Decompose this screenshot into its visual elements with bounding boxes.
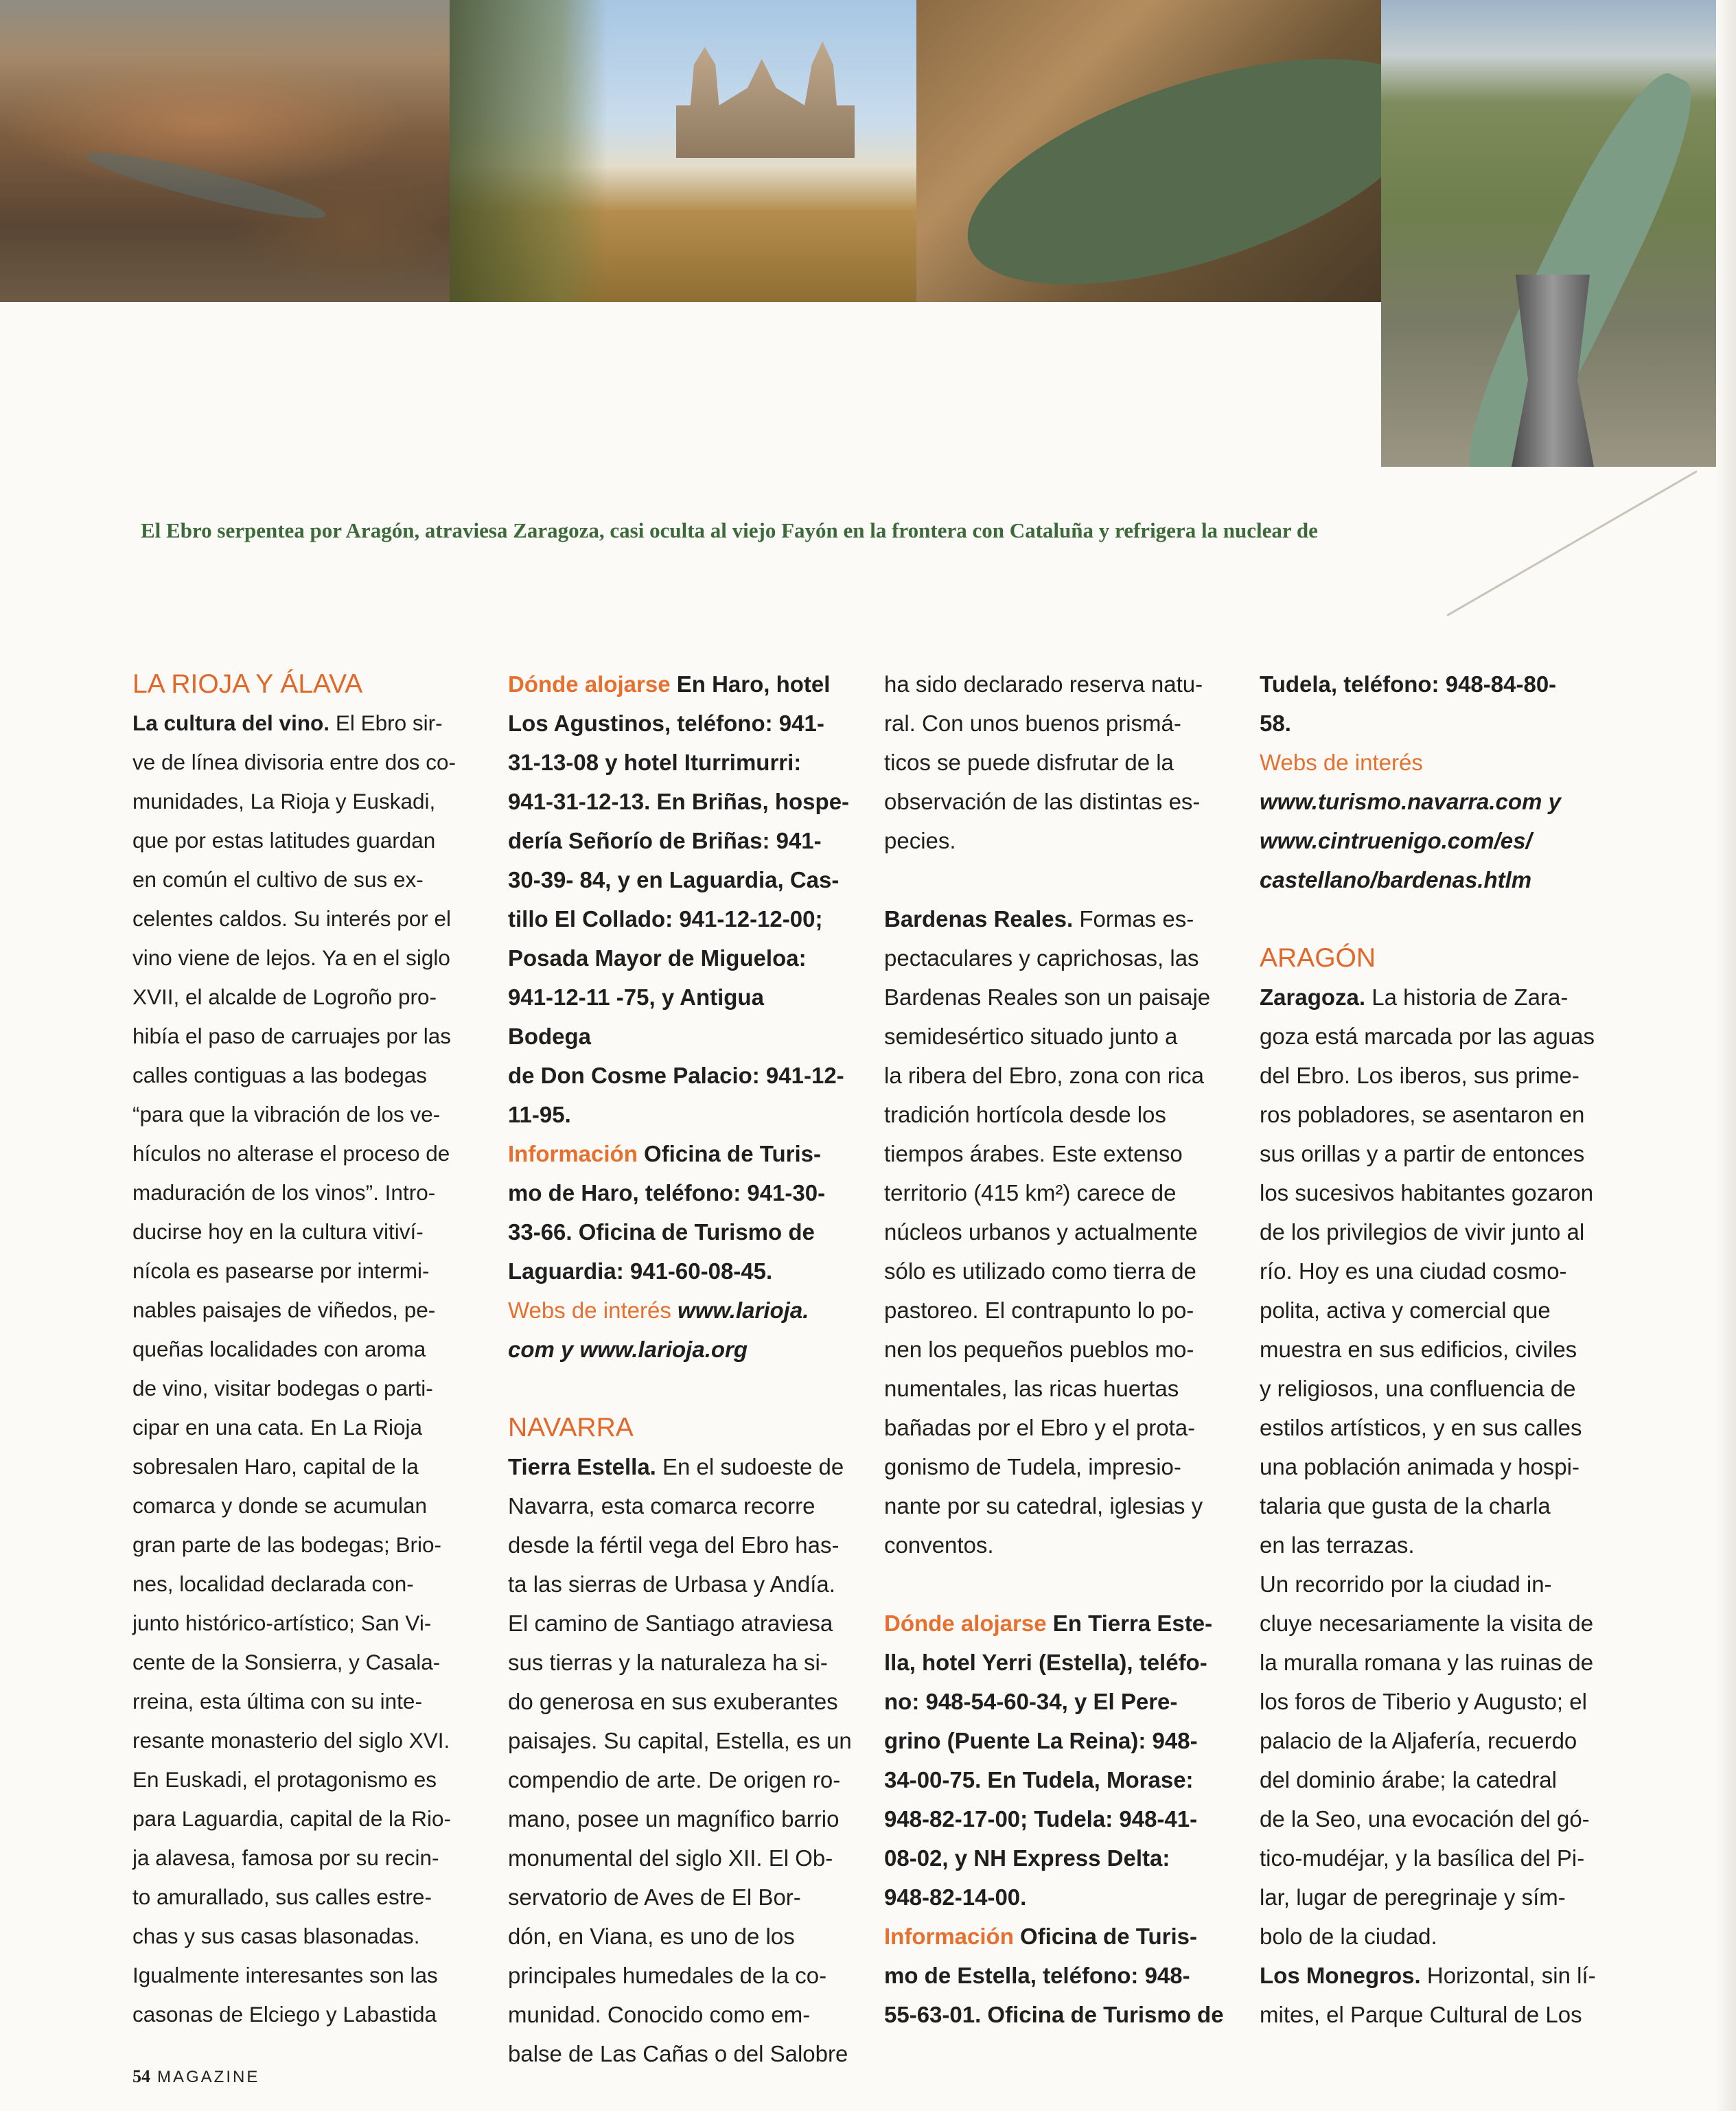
- rioja-information: Información Oficina de Turis- mo de Haro, teléfono: 941-30- 33-66. Oficina de Turismo de Laguardia: 941-60-08-45.: [508, 1134, 853, 1291]
- reserve-paragraph: [884, 665, 1229, 860]
- text-line: gonismo de Tudela, impresio-: [884, 1454, 1181, 1479]
- text-line: Laguardia: 941-60-08-45.: [508, 1258, 773, 1284]
- text-line: sus tierras y la naturaleza ha si-: [508, 1650, 828, 1675]
- text-line: la ribera del Ebro, zona con rica: [884, 1063, 1204, 1088]
- text-line: maduración de los vinos”. Intro-: [132, 1180, 436, 1205]
- text-line: gran parte de las bodegas; Brio-: [132, 1532, 442, 1557]
- text-line: ve de línea divisoria entre dos co-: [132, 750, 456, 774]
- zaragoza-body: [1260, 978, 1603, 2034]
- text-line: mites, el Parque Cultural de Los: [1260, 2002, 1582, 2027]
- run-in-title: Los Monegros.: [1260, 1963, 1421, 1988]
- photo-caption: El Ebro serpentea por Aragón, atraviesa Zaragoza, casi oculta al viejo Fayón en la frontera con Cataluña y refrigera la nuclear de: [141, 518, 1318, 542]
- photo-zaragoza-basilica-pilar: [450, 0, 916, 302]
- text-line: 58.: [1260, 711, 1291, 736]
- lodging-label: Dónde alojarse: [884, 1611, 1047, 1636]
- information-label: Información: [884, 1924, 1014, 1949]
- text-line: servatorio de Aves de El Bor-: [508, 1884, 801, 1910]
- text-line: mo de Estella, teléfono: 948-: [884, 1963, 1190, 1988]
- text-line: Navarra, esta comarca recorre: [508, 1493, 815, 1519]
- section-heading-la-rioja: LA RIOJA Y ÁLAVA: [132, 669, 363, 699]
- text-line: la muralla romana y las ruinas de: [1260, 1650, 1594, 1675]
- text-line: La cultura del vino. El Ebro sir-: [132, 711, 443, 735]
- text-line: polita, activa y comercial que: [1260, 1297, 1551, 1323]
- text-line: goza está marcada por las aguas: [1260, 1024, 1595, 1049]
- text-line: ha sido declarado reserva natu-: [884, 671, 1203, 697]
- text-line: principales humedales de la co-: [508, 1963, 827, 1988]
- text-line: desde la fértil vega del Ebro has-: [508, 1532, 840, 1558]
- text-line: sus orillas y a partir de entonces: [1260, 1141, 1585, 1166]
- text-line: cente de la Sonsierra, y Casala-: [132, 1650, 441, 1674]
- text-line: Bardenas Reales son un paisaje: [884, 984, 1211, 1010]
- text-line: tico-mudéjar, y la basílica del Pi-: [1260, 1845, 1585, 1871]
- text-line: grino (Puente La Reina): 948-: [884, 1728, 1198, 1753]
- text-line: Un recorrido por la ciudad in-: [1260, 1571, 1552, 1597]
- scan-edge: [1716, 0, 1736, 2111]
- text-line: El camino de Santiago atraviesa: [508, 1611, 833, 1636]
- text-line: monumental del siglo XII. El Ob-: [508, 1845, 833, 1871]
- bardenas-reales-body: [884, 899, 1229, 1565]
- text-line: sobresalen Haro, capital de la: [132, 1454, 419, 1479]
- text-line: de vino, visitar bodegas o parti-: [132, 1376, 433, 1400]
- text-line: ja alavesa, famosa por su recin-: [132, 1845, 439, 1870]
- text-line: compendio de arte. De origen ro-: [508, 1767, 841, 1792]
- text-line: ral. Con unos buenos prismá-: [884, 711, 1181, 736]
- column-rioja-info-navarra: [508, 665, 853, 2073]
- text-line: ducirse hoy en la cultura vitiví-: [132, 1219, 424, 1244]
- text-line: En Euskadi, el protagonismo es: [132, 1767, 437, 1792]
- text-line: nables paisajes de viñedos, pe-: [132, 1297, 436, 1322]
- text-line: una población animada y hospi-: [1260, 1454, 1579, 1479]
- text-line: núcleos urbanos y actualmente: [884, 1219, 1198, 1245]
- run-in-title: Bardenas Reales.: [884, 906, 1074, 932]
- text-line: 11-95.: [508, 1102, 571, 1127]
- text-line: tiempos árabes. Este extenso: [884, 1141, 1183, 1166]
- photo-badlands-landscape: [0, 0, 450, 302]
- text-line: celentes caldos. Su interés por el: [132, 906, 452, 931]
- text-line: talaria que gusta de la charla: [1260, 1493, 1551, 1519]
- paper-fold-line: [1446, 470, 1697, 616]
- page-footer: [132, 2066, 259, 2087]
- text-line: en las terrazas.: [1260, 1532, 1415, 1558]
- text-line: del dominio árabe; la catedral: [1260, 1767, 1557, 1792]
- text-line: 33-66. Oficina de Turismo de: [508, 1219, 815, 1245]
- text-line: dón, en Viana, es uno de los: [508, 1924, 795, 1949]
- text-line: palacio de la Aljafería, recuerdo: [1260, 1728, 1577, 1753]
- text-line: nes, localidad declarada con-: [132, 1571, 414, 1596]
- text-line: 948-82-14-00.: [884, 1884, 1027, 1910]
- run-in-title: Tierra Estella.: [508, 1454, 656, 1479]
- text-line: en común el cultivo de sus ex-: [132, 867, 424, 892]
- text-line: paisajes. Su capital, Estella, es un: [508, 1728, 852, 1753]
- text-line: junto histórico-artístico; San Vi-: [132, 1611, 432, 1635]
- text-line: nante por su catedral, iglesias y: [884, 1493, 1203, 1519]
- text-line: semidesértico situado junto a: [884, 1024, 1178, 1049]
- text-line: estilos artísticos, y en sus calles: [1260, 1415, 1582, 1440]
- text-line: ros pobladores, se asentaron en: [1260, 1102, 1585, 1127]
- text-line: castellano/bardenas.htlm: [1260, 867, 1532, 892]
- text-line: de la Seo, una evocación del gó-: [1260, 1806, 1590, 1832]
- text-line: www.cintruenigo.com/es/: [1260, 828, 1532, 853]
- navarra-lodging: Dónde alojarse En Tierra Este- lla, hotel Yerri (Estella), teléfo- no: 948-54-60-34, y El Pere- grino (Puente La Reina): 948- 34-00-75. En Tudela, Morase: 948-82-17-00; Tudela: 948-41- 08-02, y NH Express Delta: 948-82-14-00.: [884, 1604, 1229, 1917]
- text-line: ta las sierras de Urbasa y Andía.: [508, 1571, 835, 1597]
- text-line: Los Monegros. Horizontal, sin lí-: [1260, 1963, 1596, 1988]
- text-line: 941-12-11 -75, y Antigua Bodega: [508, 984, 764, 1049]
- text-line: mo de Haro, teléfono: 941-30-: [508, 1180, 826, 1206]
- text-line: casonas de Elciego y Labastida: [132, 2002, 437, 2027]
- rioja-lodging: Dónde alojarse En Haro, hotel Los Agustinos, teléfono: 941- 31-13-08 y hotel Iturrimurri: 941-31-12-13. En Briñas, hospe- dería Señorío de Briñas: 941- 30-39- 84, y en Laguardia, Cas- tillo El Collado: 941-12-12-00; Posada Mayor de Migueloa: 941-12-11 -75, y Antigua Bodega de Don Cosme Palacio: 941-12- 11-95.: [508, 665, 853, 1134]
- websites-label: Webs de interés: [1260, 750, 1423, 775]
- rioja-websites: Webs de interés www.larioja. com y www.larioja.org: [508, 1297, 809, 1362]
- text-line: pastoreo. El contrapunto lo po-: [884, 1297, 1194, 1323]
- text-line: los foros de Tiberio y Augusto; el: [1260, 1689, 1587, 1714]
- websites-label: Webs de interés: [508, 1297, 671, 1323]
- text-line: sólo es utilizado como tierra de: [884, 1258, 1196, 1284]
- section-heading-navarra: NAVARRA: [508, 1413, 634, 1442]
- text-line: dería Señorío de Briñas: 941-: [508, 828, 822, 853]
- text-line: chas y sus casas blasonadas.: [132, 1924, 420, 1948]
- text-line: no: 948-54-60-34, y El Pere-: [884, 1689, 1178, 1714]
- lodging-label: Dónde alojarse: [508, 671, 671, 697]
- page-number: 54: [132, 2066, 150, 2086]
- text-line: numentales, las ricas huertas: [884, 1376, 1179, 1401]
- text-line: Posada Mayor de Migueloa:: [508, 945, 807, 971]
- text-line: lla, hotel Yerri (Estella), teléfo-: [884, 1650, 1207, 1675]
- text-line: to amurallado, sus calles estre-: [132, 1884, 432, 1909]
- text-line: Bardenas Reales. Formas es-: [884, 906, 1194, 932]
- text-line: Tudela, teléfono: 948-84-80-: [1260, 671, 1557, 697]
- text-line: pecies.: [884, 828, 956, 853]
- photo-nuclear-plant-river: [1381, 0, 1728, 467]
- navarra-websites: [1260, 782, 1603, 899]
- text-line: munidad. Conocido como em-: [508, 2002, 811, 2027]
- column-la-rioja: [132, 665, 476, 2034]
- text-line: do generosa en sus exuberantes: [508, 1689, 838, 1714]
- run-in-title: Zaragoza.: [1260, 984, 1366, 1010]
- text-line: 08-02, y NH Express Delta:: [884, 1845, 1170, 1871]
- text-line: munidades, La Rioja y Euskadi,: [132, 789, 436, 814]
- text-line: Zaragoza. La historia de Zara-: [1260, 984, 1569, 1010]
- text-line: conventos.: [884, 1532, 994, 1558]
- text-line: 55-63-01. Oficina de Turismo de: [884, 2002, 1224, 2027]
- text-line: lar, lugar de peregrinaje y sím-: [1260, 1884, 1566, 1910]
- text-line: queñas localidades con aroma: [132, 1337, 426, 1361]
- text-line: muestra en sus edificios, civiles: [1260, 1337, 1577, 1362]
- column-navarra-continued: [884, 665, 1229, 2034]
- text-line: de Don Cosme Palacio: 941-12-: [508, 1063, 844, 1088]
- text-line: bañadas por el Ebro y el prota-: [884, 1415, 1196, 1440]
- text-line: cipar en una cata. En La Rioja: [132, 1415, 423, 1440]
- text-line: para Laguardia, capital de la Rio-: [132, 1806, 452, 1831]
- text-line: 948-82-17-00; Tudela: 948-41-: [884, 1806, 1198, 1832]
- text-line: XVII, el alcalde de Logroño pro-: [132, 984, 437, 1009]
- text-line: tillo El Collado: 941-12-12-00;: [508, 906, 823, 932]
- text-line: 941-31-12-13. En Briñas, hospe-: [508, 789, 850, 814]
- text-line: mano, posee un magnífico barrio: [508, 1806, 840, 1832]
- text-line: 31-13-08 y hotel Iturrimurri:: [508, 750, 802, 775]
- text-line: ticos se puede disfrutar de la: [884, 750, 1174, 775]
- text-line: cluye necesariamente la visita de: [1260, 1611, 1594, 1636]
- text-line: nícola es pasearse por intermi-: [132, 1258, 430, 1283]
- information-label: Información: [508, 1141, 638, 1166]
- section-heading-aragon: ARAGÓN: [1260, 943, 1376, 973]
- text-line: los sucesivos habitantes gozaron: [1260, 1180, 1594, 1206]
- text-line: bolo de la ciudad.: [1260, 1924, 1437, 1949]
- tierra-estella-body: [508, 1447, 853, 2073]
- text-line: río. Hoy es una ciudad cosmo-: [1260, 1258, 1567, 1284]
- text-line: www.turismo.navarra.com y: [1260, 789, 1561, 814]
- text-line: pectaculares y caprichosas, las: [884, 945, 1199, 971]
- text-line: Tierra Estella. En el sudoeste de: [508, 1454, 844, 1479]
- text-line: balse de Las Cañas o del Salobre: [508, 2041, 848, 2066]
- photo-fayon-river-bend: [916, 0, 1381, 302]
- text-line: rreina, esta última con su inte-: [132, 1689, 422, 1714]
- text-line: nen los pequeños pueblos mo-: [884, 1337, 1194, 1362]
- tudela-phone: [1260, 665, 1603, 743]
- text-line: que por estas latitudes guardan: [132, 828, 436, 853]
- text-line: hículos no alterase el proceso de: [132, 1141, 450, 1166]
- text-line: Los Agustinos, teléfono: 941-: [508, 711, 824, 736]
- text-line: comarca y donde se acumulan: [132, 1493, 427, 1518]
- text-line: resante monasterio del siglo XVI.: [132, 1728, 450, 1753]
- magazine-label: MAGAZINE: [157, 2068, 260, 2086]
- text-line: 34-00-75. En Tudela, Morase:: [884, 1767, 1194, 1792]
- text-line: tradición hortícola desde los: [884, 1102, 1166, 1127]
- la-rioja-body: [132, 704, 476, 2034]
- text-line: territorio (415 km²) carece de: [884, 1180, 1177, 1206]
- run-in-title: La cultura del vino.: [132, 711, 330, 735]
- text-line: observación de las distintas es-: [884, 789, 1201, 814]
- text-line: vino viene de lejos. Ya en el siglo: [132, 945, 450, 970]
- text-line: Igualmente interesantes son las: [132, 1963, 438, 1987]
- text-line: “para que la vibración de los ve-: [132, 1102, 441, 1127]
- navarra-information: Información Oficina de Turis- mo de Estella, teléfono: 948- 55-63-01. Oficina de Turismo de: [884, 1917, 1229, 2034]
- column-aragon: [1260, 665, 1603, 2034]
- text-line: y religiosos, una confluencia de: [1260, 1376, 1576, 1401]
- text-line: hibía el paso de carruajes por las: [132, 1024, 452, 1048]
- text-line: de los privilegios de vivir junto al: [1260, 1219, 1585, 1245]
- text-line: 30-39- 84, y en Laguardia, Cas-: [508, 867, 840, 892]
- text-line: calles contiguas a las bodegas: [132, 1063, 428, 1087]
- text-line: del Ebro. Los iberos, sus prime-: [1260, 1063, 1579, 1088]
